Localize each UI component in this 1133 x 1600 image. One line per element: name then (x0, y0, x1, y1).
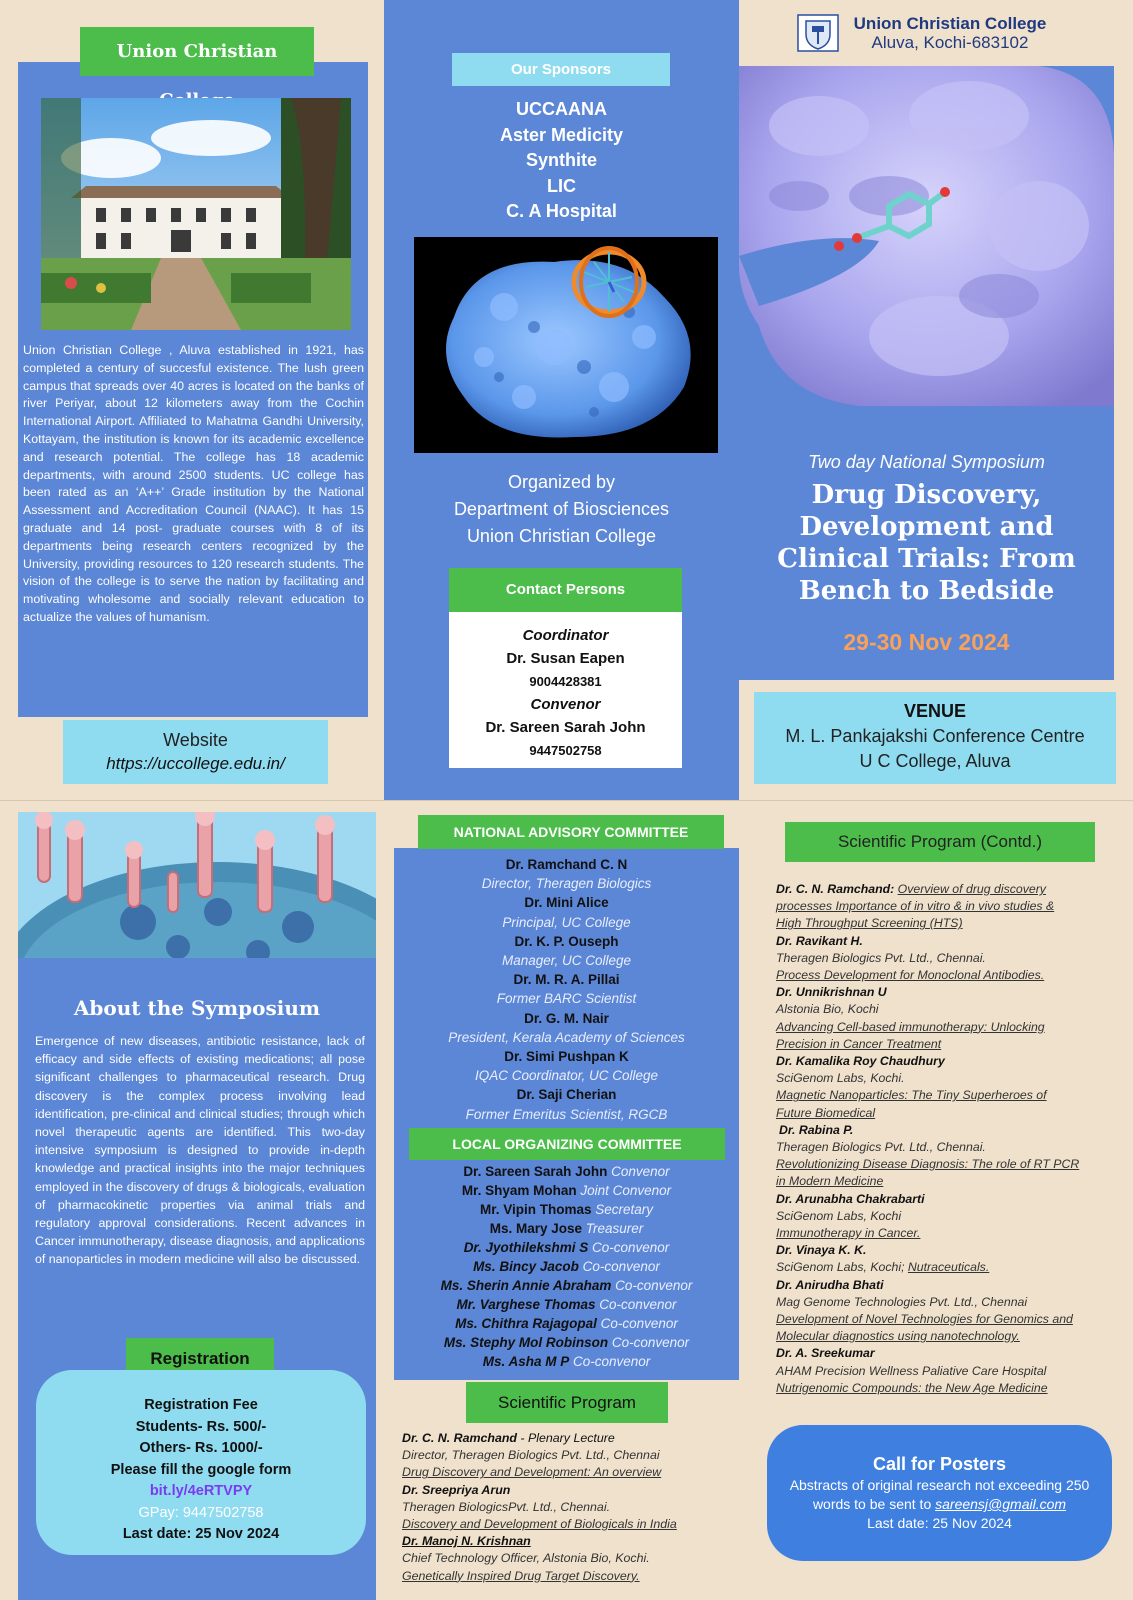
program2-speaker-topic: Advancing Cell-based immunotherapy: Unlocking (776, 1019, 1045, 1034)
website-link[interactable]: https://uccollege.edu.in/ (106, 754, 285, 773)
program2-speaker-name: Dr. Anirudha Bhati (776, 1277, 884, 1292)
local-member (394, 1333, 739, 1352)
local-member (394, 1314, 739, 1333)
local-member-name: Ms. Chithra Rajagopal (455, 1316, 597, 1331)
posters-line2-prefix: words to be sent to (812, 1496, 936, 1512)
program-speaker (402, 1430, 737, 1447)
registration-box (36, 1370, 366, 1555)
venue-line1: M. L. Pankajakshi Conference Centre (785, 726, 1085, 746)
advisory-member-name: Dr. Simi Pushpan K (504, 1049, 629, 1065)
about-text: Emergence of new diseases, antibiotic resistance, lack of efficacy and side effects of existing medications; all pose significant challenges to pharmaceutical research. Drug discovery is the complex process involving lead identification, pre-clinical and clinical studies; through which novel therapeutic agents are identified. This two-day intensive symposium is designed to provide in-depth knowledge and practical insights into the major techniques employed in the discovery of drugs & biologicals, evaluation of pharmacokinetic properties via animal trials and regulatory approval considerations. Recent advances in Cancer immunotherapy, disease diagnosis, and applications of nanoparticles in modern medicine will also be discussed. (35, 1034, 365, 1267)
advisory-member-name: Dr. Saji Cherian (516, 1087, 617, 1103)
program2-speaker-affil: SciGenom Labs, Kochi; (776, 1260, 905, 1275)
program-speaker-topic: Drug Discovery and Development: An overview (402, 1465, 662, 1480)
contact-box (449, 612, 682, 768)
program2-speaker-topic: Revolutionizing Disease Diagnosis: The role of RT PCR (776, 1157, 1080, 1172)
protein-dna-image (414, 237, 718, 453)
program2-speaker-topic: Process Development for Monoclonal Antibodies. (776, 968, 1045, 983)
sponsors-title-bar (452, 53, 670, 86)
local-member-name: Mr. Shyam Mohan (461, 1183, 577, 1198)
registration-students-fee: Students- Rs. 500/- (135, 1418, 267, 1435)
advisory-member-role: President, Kerala Academy of Sciences (448, 1029, 685, 1045)
symposium-dates: 29-30 Nov 2024 (843, 629, 1010, 655)
website-box (63, 720, 328, 784)
local-member-name: Ms. Stephy Mol Robinson (443, 1335, 609, 1350)
symposium-title-line: Bench to Bedside (798, 576, 1055, 606)
local-member-role: Treasurer (585, 1221, 644, 1236)
sponsor-item: Aster Medicity (499, 124, 624, 145)
header-block (845, 14, 1055, 52)
program2-speaker-name: Dr. A. Sreekumar (776, 1346, 875, 1361)
program-speaker-affil: Director, Theragen Biologics Pvt. Ltd., Chennai (402, 1448, 660, 1463)
program2-speaker-affil: Theragen Biologics Pvt. Ltd., Chennai. (776, 950, 986, 965)
coordinator-name: Dr. Susan Eapen (506, 650, 625, 667)
program2-speaker-topic: Magnetic Nanoparticles: The Tiny Superheroes of (776, 1088, 1047, 1103)
program2-speaker-affil: AHAM Precision Wellness Paliative Care Hospital (776, 1363, 1047, 1378)
college-title: Union Christian (80, 27, 314, 76)
organizer-department: Department of Biosciences (453, 499, 670, 519)
posters-last-date: Last date: 25 Nov 2024 (867, 1515, 1012, 1531)
registration-last-date: Last date: 25 Nov 2024 (122, 1526, 280, 1542)
program2-speaker-topic: Immunotherapy in Cancer. (776, 1226, 921, 1241)
sponsor-item: C. A Hospital (506, 201, 617, 221)
sponsor-item: Synthite (525, 150, 597, 170)
virus-image (18, 812, 376, 958)
organizer-college: Union Christian College (466, 526, 657, 546)
registration-others-fee: Others- Rs. 1000/- (139, 1440, 263, 1456)
local-member (394, 1352, 739, 1371)
organizer-block (384, 469, 739, 550)
program-speaker-name: Dr. Manoj N. Krishnan (402, 1534, 531, 1549)
advisory-member-role: Former BARC Scientist (496, 991, 637, 1007)
registration-form-link[interactable]: bit.ly/4eRTVPY (149, 1483, 253, 1499)
college-description: Union Christian College , Aluva established in 1921, has completed a century of succesful existence. The lush green campus that spreads over 40 acres is located on the banks of river Periyar, about 12 kilometers away from the Cochin International Airport. Affiliated to Mahatma Gandhi University, Kottayam, the institution is known for its academic excellence and research potential. The college has 18 academic departments, with around 2500 students. UC college has been rated as an ‘A++’ Grade institution by the National Assessment and Accreditation Council (NAAC). It has 15 graduate and 14 post- graduate courses with 8 of its departments being research centers recognized by the University, providing resources to 120 research students. The vision of the college is to serve the nation by facilitating and motivating wholesome and socially relevant education to actualize the values of humanism. (23, 343, 364, 624)
venue-label: VENUE (903, 701, 966, 721)
local-member (394, 1257, 739, 1276)
sponsors-list (384, 97, 739, 225)
fold-line (0, 800, 1133, 801)
local-member-name: Mr. Vipin Thomas (479, 1202, 592, 1217)
advisory-member-role: Principal, UC College (502, 914, 631, 930)
program-speaker-topic: Genetically Inspired Drug Target Discovery. (402, 1568, 640, 1583)
program2-speaker-affil: SciGenom Labs, Kochi. (776, 1071, 905, 1086)
advisory-member-role: Manager, UC College (501, 953, 632, 969)
advisory-list (394, 855, 739, 1124)
college-logo (797, 14, 839, 52)
venue-box (754, 692, 1116, 784)
program2-speaker-topic: Precision in Cancer Treatment (776, 1036, 942, 1051)
registration-title: Registration (126, 1338, 274, 1380)
coordinator-phone: 9004428381 (529, 674, 602, 689)
program2-speaker-name: Dr. Unnikrishnan U (776, 985, 887, 1000)
local-member-name: Ms. Sherin Annie Abraham (440, 1278, 612, 1293)
program2-speaker-name: Dr. Rabina P. (779, 1122, 854, 1137)
local-member-role: Co-convenor (615, 1278, 693, 1293)
program2-speaker-topic: in Modern Medicine (776, 1174, 884, 1189)
program-list (402, 1430, 737, 1585)
program2-speaker-affil: SciGenom Labs, Kochi (776, 1208, 902, 1223)
symposium-title (739, 479, 1114, 607)
local-member-role: Co-convenor (600, 1316, 678, 1331)
local-member-name: Ms. Bincy Jacob (473, 1259, 579, 1274)
contact-title: Contact Persons (449, 568, 682, 612)
venue-line2: U C College, Aluva (859, 751, 1011, 771)
advisory-member-role: Former Emeritus Scientist, RGCB (465, 1106, 668, 1122)
convenor-role: Convenor (530, 696, 601, 713)
local-member-name: Mr. Varghese Thomas (456, 1297, 596, 1312)
convenor-name: Dr. Sareen Sarah John (485, 719, 646, 736)
advisory-member-name: Dr. K. P. Ouseph (514, 933, 619, 949)
local-member-role: Co-convenor (611, 1335, 690, 1350)
local-list (394, 1162, 739, 1371)
registration-fee-label: Registration Fee (144, 1397, 258, 1413)
program2-speaker-topic: Development of Novel Technologies for Genomics and (776, 1312, 1073, 1327)
local-member-name: Dr. Sareen Sarah John (463, 1164, 608, 1179)
program2-list (776, 881, 1116, 1397)
program2-speaker-topic: Overview of drug discovery (897, 882, 1046, 896)
sponsor-item: LIC (547, 175, 576, 196)
program2-speaker-name: Dr. Arunabha Chakrabarti (776, 1191, 925, 1206)
coordinator-role: Coordinator (522, 627, 609, 644)
program2-speaker-topic: Nutrigenomic Compounds: the New Age Medicine (776, 1380, 1048, 1395)
local-member-role: Convenor (611, 1164, 670, 1179)
posters-email-link[interactable]: sareensj@gmail.com (935, 1496, 1067, 1512)
advisory-member-role: IQAC Coordinator, UC College (474, 1068, 659, 1084)
program2-speaker-topic: Future Biomedical (776, 1105, 876, 1120)
symposium-title-line: Clinical Trials: From (777, 544, 1076, 574)
local-member (394, 1219, 739, 1238)
program2-speaker-affil: Alstonia Bio, Kochi (776, 1002, 879, 1017)
posters-line1: Abstracts of original research not exceeding 250 (789, 1477, 1090, 1493)
program2-speaker-name: Dr. Kamalika Roy Chaudhury (776, 1054, 945, 1069)
registration-form-text: Please fill the google form (110, 1461, 292, 1478)
local-member-role: Co-convenor (582, 1259, 660, 1274)
local-member (394, 1276, 739, 1295)
sponsor-item: UCCAANA (516, 99, 607, 119)
local-member-name: Ms. Asha M P (482, 1354, 570, 1369)
advisory-title: NATIONAL ADVISORY COMMITTEE (418, 815, 724, 849)
program2-speaker-topic: Molecular diagnostics using nanotechnology. (776, 1329, 1020, 1344)
posters-line2 (767, 1495, 1112, 1514)
program2-speaker-topic: High Throughput Screening (HTS) (776, 916, 963, 931)
local-member (394, 1162, 739, 1181)
local-member (394, 1200, 739, 1219)
program-speaker-affil: Theragen BiologicsPvt. Ltd., Chennai. (402, 1499, 611, 1514)
registration-gpay: GPay: 9447502758 (138, 1504, 264, 1521)
program-title: Scientific Program (466, 1382, 668, 1423)
local-member-role: Joint Convenor (580, 1183, 672, 1198)
program-speaker-note: - Plenary Lecture (516, 1431, 615, 1445)
program2-speaker-affil: Theragen Biologics Pvt. Ltd., Chennai. (776, 1140, 986, 1155)
advisory-member-role: Director, Theragen Biologics (481, 876, 652, 892)
campus-photo (41, 98, 351, 330)
header-address: Aluva, Kochi-683102 (871, 33, 1029, 52)
sponsors-title: Our Sponsors (510, 61, 611, 78)
program2-speaker-topic: processes Importance of in vitro & in vivo studies & (776, 899, 1055, 914)
posters-box (767, 1425, 1112, 1561)
organized-by-label: Organized by (507, 472, 616, 492)
local-member-name: Ms. Mary Jose (489, 1221, 582, 1236)
local-member (394, 1181, 739, 1200)
program-speaker-topic: Discovery and Development of Biologicals in India (402, 1517, 677, 1532)
program2-speaker (776, 881, 1116, 898)
local-member-role: Secretary (595, 1202, 654, 1217)
program-speaker-name: Dr. C. N. Ramchand (402, 1431, 517, 1445)
program2-speaker-name: Dr. Vinaya K. K. (776, 1243, 867, 1258)
local-member-role: Co-convenor (573, 1354, 651, 1369)
advisory-member-name: Dr. Mini Alice (524, 895, 609, 911)
local-member-role: Co-convenor (599, 1297, 677, 1312)
about-title: About the Symposium (73, 996, 321, 1020)
local-title: LOCAL ORGANIZING COMMITTEE (409, 1128, 725, 1160)
convenor-phone: 9447502758 (529, 743, 602, 758)
header-college: Union Christian College (853, 14, 1047, 33)
website-label: Website (163, 730, 228, 750)
program2-speaker (776, 1259, 1116, 1276)
symposium-title-line: Drug Discovery, (811, 480, 1042, 510)
posters-title: Call for Posters (872, 1454, 1007, 1474)
local-member-name: Dr. Jyothilekshmi S (463, 1240, 589, 1255)
symposium-kicker: Two day National Symposium (808, 452, 1045, 472)
advisory-member-name: Dr. Ramchand C. N (505, 857, 628, 872)
local-member-role: Co-convenor (592, 1240, 670, 1255)
program2-speaker-topic: Nutraceuticals. (907, 1260, 990, 1275)
program2-speaker-name: Dr. Ravikant H. (776, 933, 863, 948)
advisory-member-name: Dr. G. M. Nair (524, 1010, 609, 1026)
symposium-title-line: Development and (799, 512, 1054, 542)
program2-speaker-affil: Mag Genome Technologies Pvt. Ltd., Chennai (776, 1294, 1028, 1309)
molecular-surface-image (739, 66, 1114, 406)
local-member (394, 1238, 739, 1257)
local-member (394, 1295, 739, 1314)
advisory-member-name: Dr. M. R. A. Pillai (513, 972, 620, 988)
program-speaker-name: Dr. Sreepriya Arun (402, 1482, 511, 1497)
program-speaker-affil: Chief Technology Officer, Alstonia Bio, Kochi. (402, 1551, 650, 1566)
program2-title: Scientific Program (Contd.) (785, 822, 1095, 862)
program2-speaker-name: Dr. C. N. Ramchand: (776, 882, 895, 896)
